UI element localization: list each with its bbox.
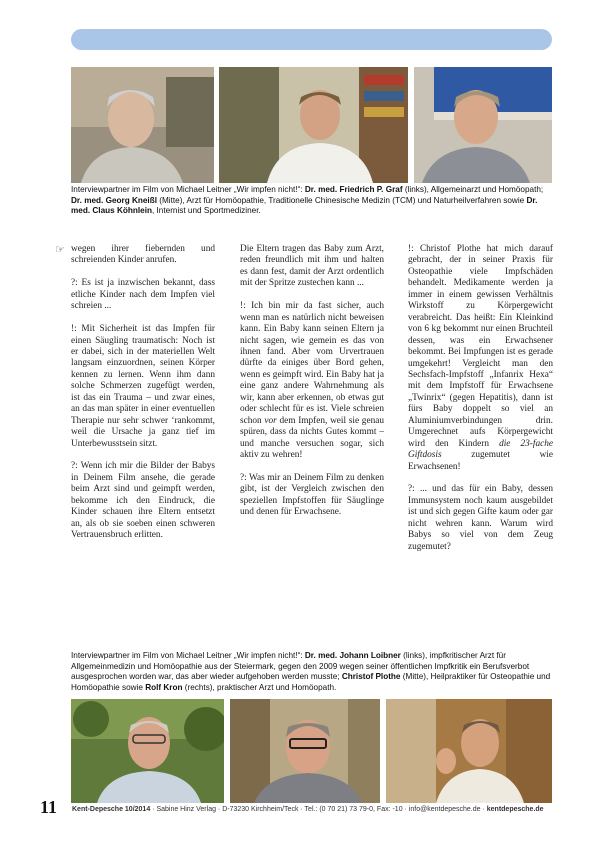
photo-rolf-kron <box>386 699 552 803</box>
photo-georg-kneissl <box>219 67 408 183</box>
photo-friedrich-graf <box>71 67 214 183</box>
caption-text: Interviewpartner im Film von Michael Leitner „Wir impfen nicht!“: <box>71 651 305 660</box>
photo-claus-koehnlein <box>414 67 552 183</box>
paragraph-text: dem Impfen, weil sie genau spüren, dass da nichts Gutes kommt – und manche versuchen sogar, sich aktiv zu wehren! <box>240 415 384 461</box>
caption-text: Interviewpartner im Film von Michael Leitner „Wir impfen nicht!“: <box>71 185 305 194</box>
person-name: Dr. med. Friedrich P. Graf <box>304 185 403 194</box>
person-name: Rolf Kron <box>145 682 183 692</box>
photo-johann-loibner <box>71 699 224 803</box>
column-1 <box>71 244 215 553</box>
photo-christof-plothe <box>230 699 380 803</box>
paragraph-text: !: Ich bin mir da fast sicher, auch wenn man es natürlich nicht beweisen kann. Ein Baby kann seinen Eltern ja nicht sagen, wie gemein es das von ihnen fand. Aber vom Urvertrauen dürfte da einiges über Bord gehen, wenn es geimpft wird. Ein Baby hat ja eine ganz andere Wahrnehmung als wir, kann aber erkennen, ob etwas gut oder schlecht für es ist. Viele schreien schon <box>240 301 384 426</box>
footer-details: · Sabine Hinz Verlag · D-73230 Kirchheim/Teck · Tel.: (0 70 21) 73 79-0, Fax: -10 · info@kentdepesche.de · <box>150 806 487 813</box>
caption-text: (rechts), praktischer Arzt und Homöopath. <box>182 682 337 692</box>
emphasis: die 23-fache Giftdosis <box>408 438 553 461</box>
caption-text: (links), impfkritischer Arzt für Allgemeinmedizin und Homöopathie aus der Steiermark, gegen den 2009 wegen seiner öffentlichen Impfkritik ein Berufsverbot ausgesprochen worden war, das aber wieder aufgehoben werden musste; <box>71 651 530 682</box>
paragraph <box>240 301 384 461</box>
page-number: 11 <box>40 797 58 817</box>
caption-text: (links), Allgemeinarzt und Homöopath; <box>402 185 544 194</box>
caption-bottom <box>71 651 555 693</box>
paragraph-text: zugemutet wie Erwachsenen! <box>408 450 553 472</box>
column-2 <box>240 244 384 530</box>
paragraph: ?: Wenn ich mir die Bilder der Babys in Deinem Film ansehe, die gerade beim Arzt sind und geimpft werden, bekomme ich den Eindruck, die Kinder schauen ihre Eltern entsetzt an, als ob sie soeben einen schweren Vertrauensbruch erlitten. <box>71 461 215 541</box>
column-3 <box>408 244 553 565</box>
caption-top <box>71 185 555 217</box>
issue-label: Kent-Depesche 10/2014 <box>72 806 151 813</box>
paragraph-text: !: Christof Plothe hat mich darauf gebracht, der in seiner Praxis für Osteopathie viele Impfschäden behandelt. Medikamente werden ja immer in einem gewissen Verhältnis Wirkstoff zu Körpergewicht verabreicht. Das heißt: Ein Kleinkind von 6 kg bekommt nur einen Bruchteil dessen, was ein Erwachsener bekommt. Bei Impfungen ist es gerade umgekehrt! Vergleicht man den Sechsfach-Impfstoff „Infanrix Hexa“ mit dem Impfstoff für Erwachsene „Twinrix“ (gegen Hepatitis), dann ist fürs Baby doppelt so viel an Aluminiumverbindungen drin. Umgerechnet aufs Körpergewicht wird den Kindern <box>408 244 553 449</box>
paragraph: !: Mit Sicherheit ist das Impfen für einen Säugling traumatisch: Noch ist er dabei, sich in der materiellen Welt langsam einzuordnen, seinen Körper kennen zu lernen. Wenn ihm dann solche Schmerzen zugefügt werden, ist das ein Trauma – und zwar eines, an das man später in einer eventuellen Therapie nur sehr schwer ‘rankommt, weil die Ursache ja ganz tief im Unterbewusstsein sitzt. <box>71 324 215 449</box>
paragraph <box>408 244 553 473</box>
website-label: kentdepesche.de <box>486 806 544 813</box>
caption-text: , Internist und Sportmediziner. <box>151 206 261 216</box>
person-name: Dr. med. Johann Loibner <box>304 651 401 660</box>
paragraph: Die Eltern tragen das Baby zum Arzt, reden freundlich mit ihm und halten es dann fest, damit der Arzt ordentlich mit der Spritze zustechen kann ... <box>240 244 384 289</box>
caption-text: (Mitte), Arzt für Homöopathie, Traditionelle Chinesische Medizin (TCM) und Naturheilverfahren sowie <box>156 195 527 205</box>
person-name: Dr. med. Claus Köhnlein <box>71 195 538 216</box>
person-name: Dr. med. Georg Kneißl <box>71 195 157 205</box>
paragraph: ?: ... und das für ein Baby, dessen Immunsystem noch kaum ausgebildet ist und sich gegen Gifte kaum oder gar nicht wehren kann. Warum wird Babys so viel von dem Zeug zugemutet? <box>408 484 553 552</box>
paragraph: ?: Es ist ja inzwischen bekannt, dass etliche Kinder nach dem Impfen viel schreien ... <box>71 278 215 312</box>
emphasis: vor <box>264 415 277 426</box>
header-banner <box>71 29 552 50</box>
paragraph: wegen ihrer fiebernden und schreienden Kinder anrufen. <box>71 244 215 266</box>
page-footer <box>40 797 555 817</box>
caption-text: (Mitte), Heilpraktiker für Osteopathie und Homöopathie sowie <box>71 672 551 692</box>
pointing-hand-icon: ☞ <box>55 243 65 256</box>
footer-line <box>72 806 544 813</box>
person-name: Christof Plothe <box>341 672 401 682</box>
paragraph: ?: Was mir an Deinem Film zu denken gibt, ist der Vergleich zwischen den speziellen Impfstoffen für Säuglinge und denen für Erwachsene. <box>240 472 384 518</box>
